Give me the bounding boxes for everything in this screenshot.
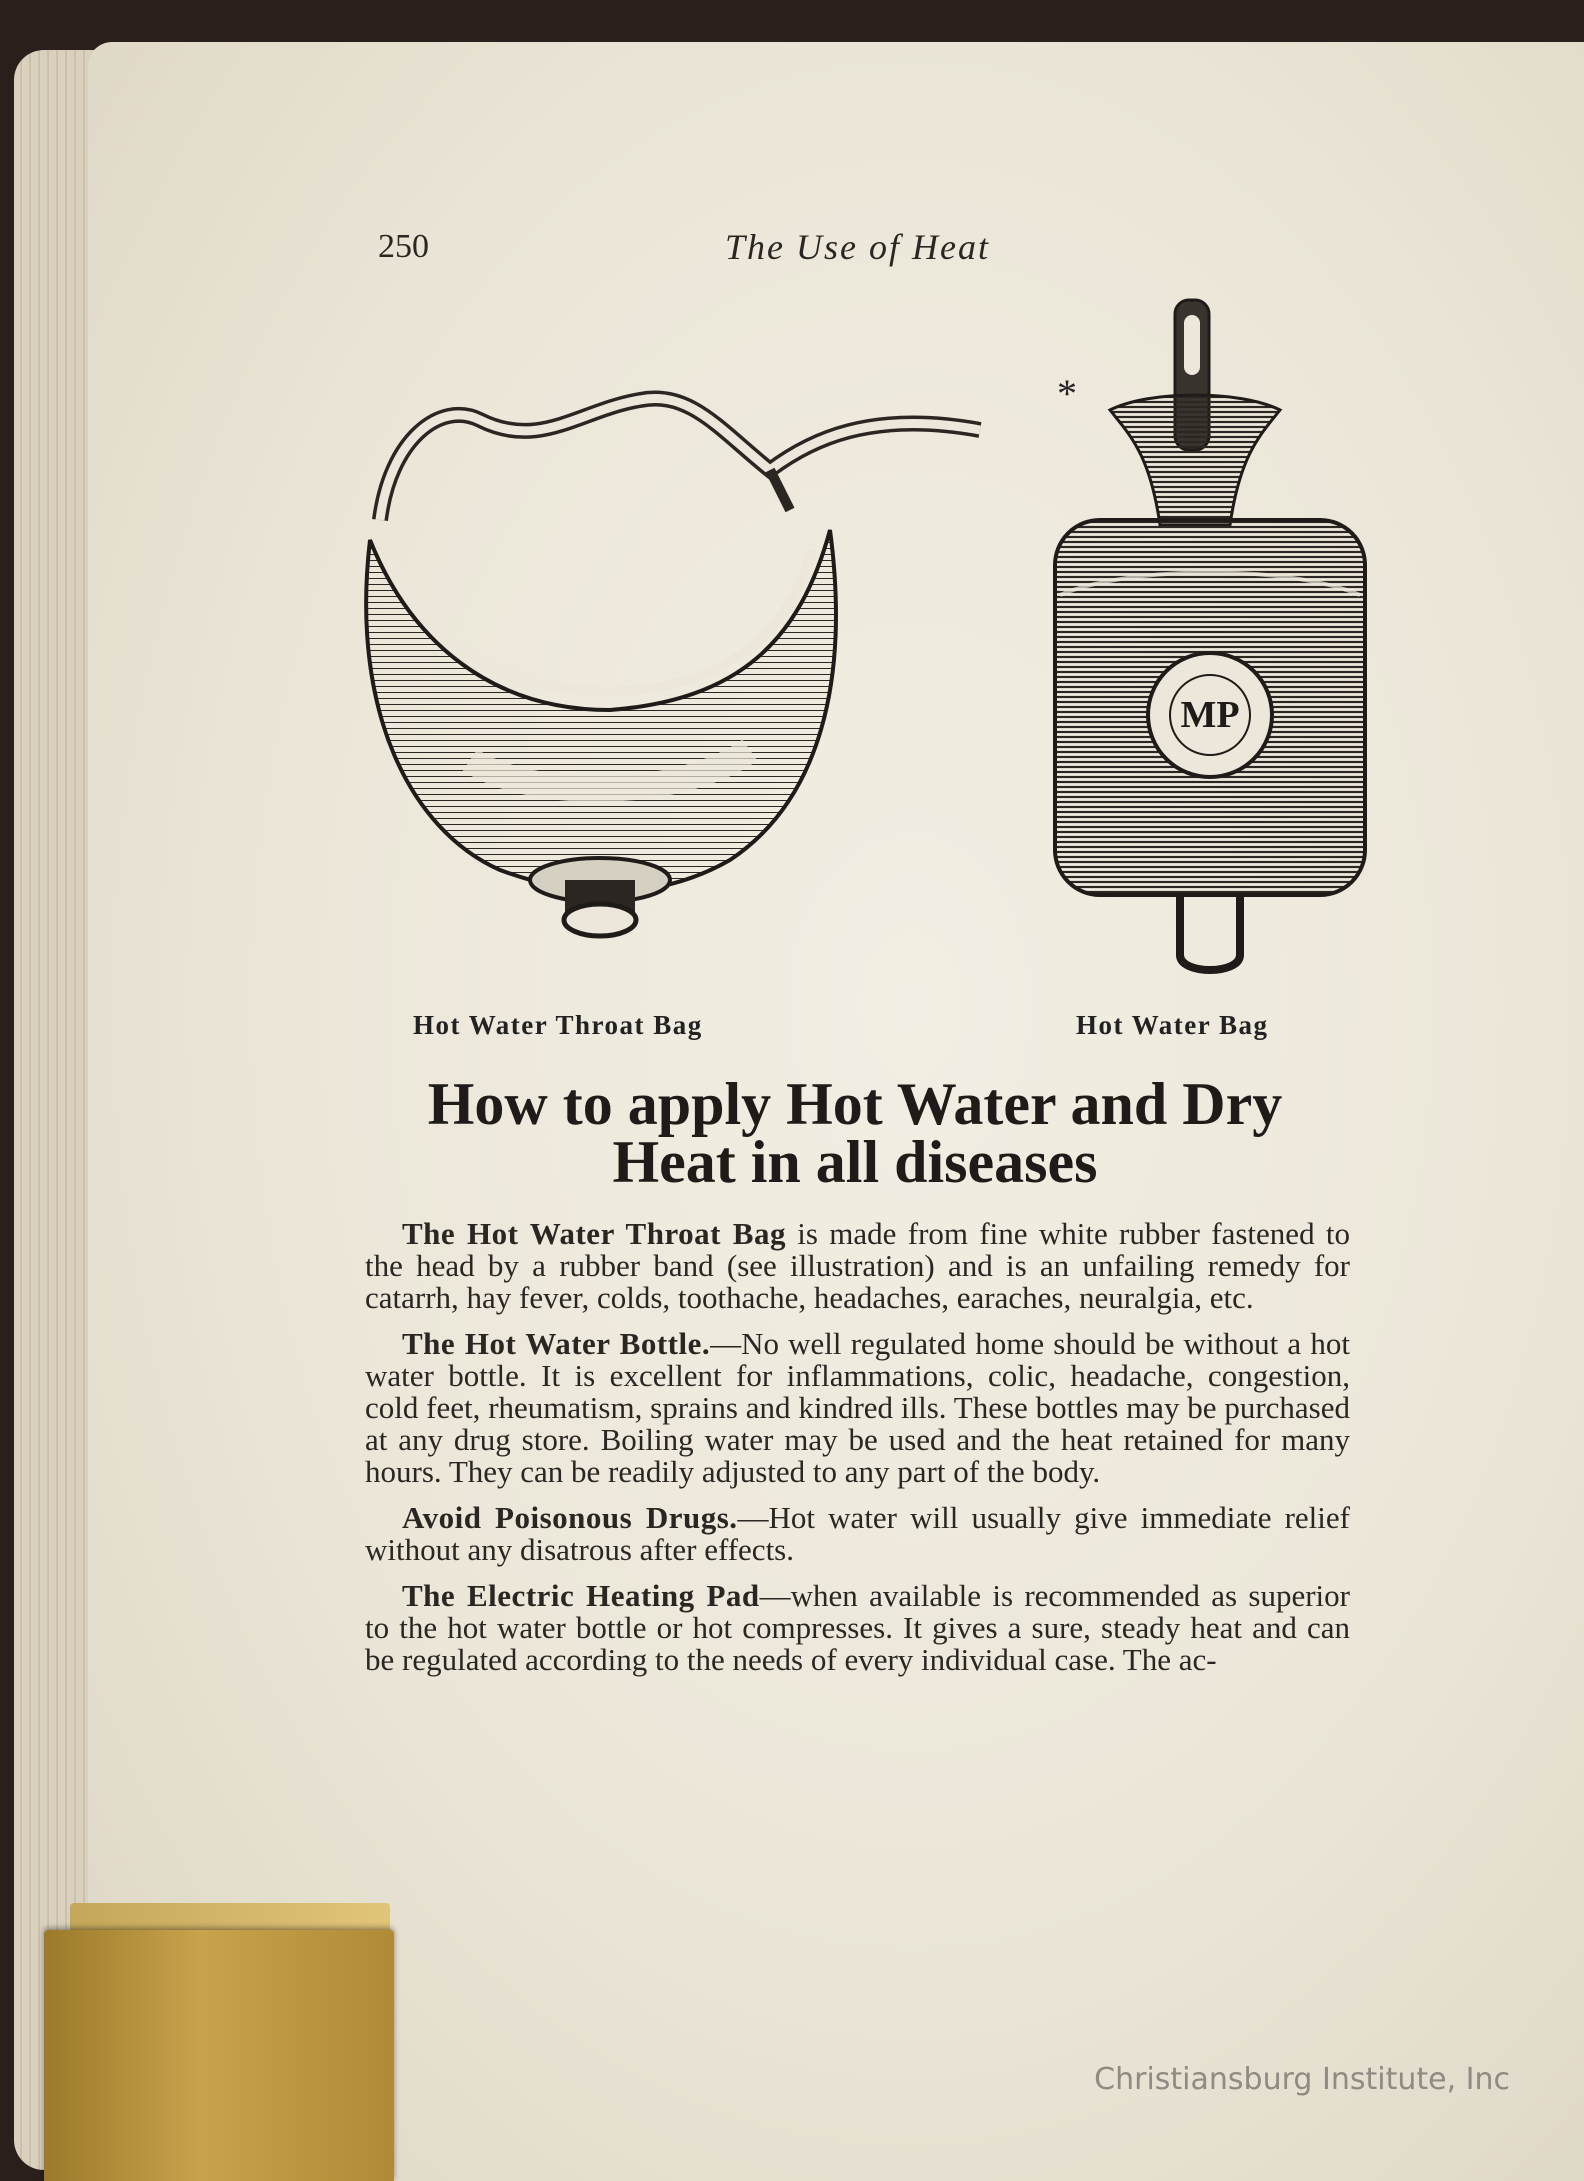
paragraph-text: is made from fine white rubber fastened to the head by a rubber band (see illustration) and is an unfailing remedy for catarrh, hay fever, colds, toothache, headaches, earaches, neuralgia, etc. [365, 1216, 1350, 1315]
paragraph-water-bottle [365, 1328, 1350, 1488]
watermark: Christiansburg Institute, Inc [1094, 2062, 1510, 2097]
article-heading [340, 1071, 1370, 1195]
heading-line-1: How to apply Hot Water and Dry [427, 1071, 1283, 1137]
paragraph-lead: The Hot Water Bottle. [402, 1326, 711, 1361]
paragraph-lead: The Electric Heating Pad [402, 1578, 760, 1613]
bookmark-tab [44, 1930, 394, 2181]
svg-text:MP: MP [1180, 694, 1240, 736]
page-number: 250 [378, 228, 429, 265]
paragraph-text: —when available is recommended as superior to the hot water bottle or hot compresses. It gives a sure, steady heat and can be regulated according to the needs of every individual case. The ac- [365, 1578, 1350, 1677]
caption-water-bag: Hot Water Bag [1076, 1010, 1269, 1040]
hot-water-throat-bag-drawing [350, 380, 990, 960]
paragraph-poisonous-drugs [365, 1502, 1350, 1566]
hot-water-bottle-drawing [1040, 295, 1380, 985]
paragraph-text: —Hot water will usually give immediate relief without any disatrous after effects. [365, 1500, 1350, 1567]
article-body [365, 1218, 1350, 1690]
heading-line-2: Heat in all diseases [612, 1129, 1098, 1195]
paragraph-lead: Avoid Poisonous Drugs. [402, 1500, 738, 1535]
paragraph-lead: The Hot Water Throat Bag [402, 1216, 786, 1251]
paragraph-heating-pad [365, 1580, 1350, 1676]
paragraph-text: —No well regulated home should be without a hot water bottle. It is excellent for inflammations, colic, headache, congestion, cold feet, rheumatism, sprains and kindred ills. These bottles may be purchased at any drug store. Boiling water may be used and the heat retained for many hours. They can be readily adjusted to any part of the body. [365, 1326, 1350, 1489]
caption-throat-bag: Hot Water Throat Bag [413, 1010, 703, 1040]
asterisk-mark: * [1057, 371, 1077, 416]
running-head: The Use of Heat [725, 227, 990, 267]
paragraph-throat-bag [365, 1218, 1350, 1314]
